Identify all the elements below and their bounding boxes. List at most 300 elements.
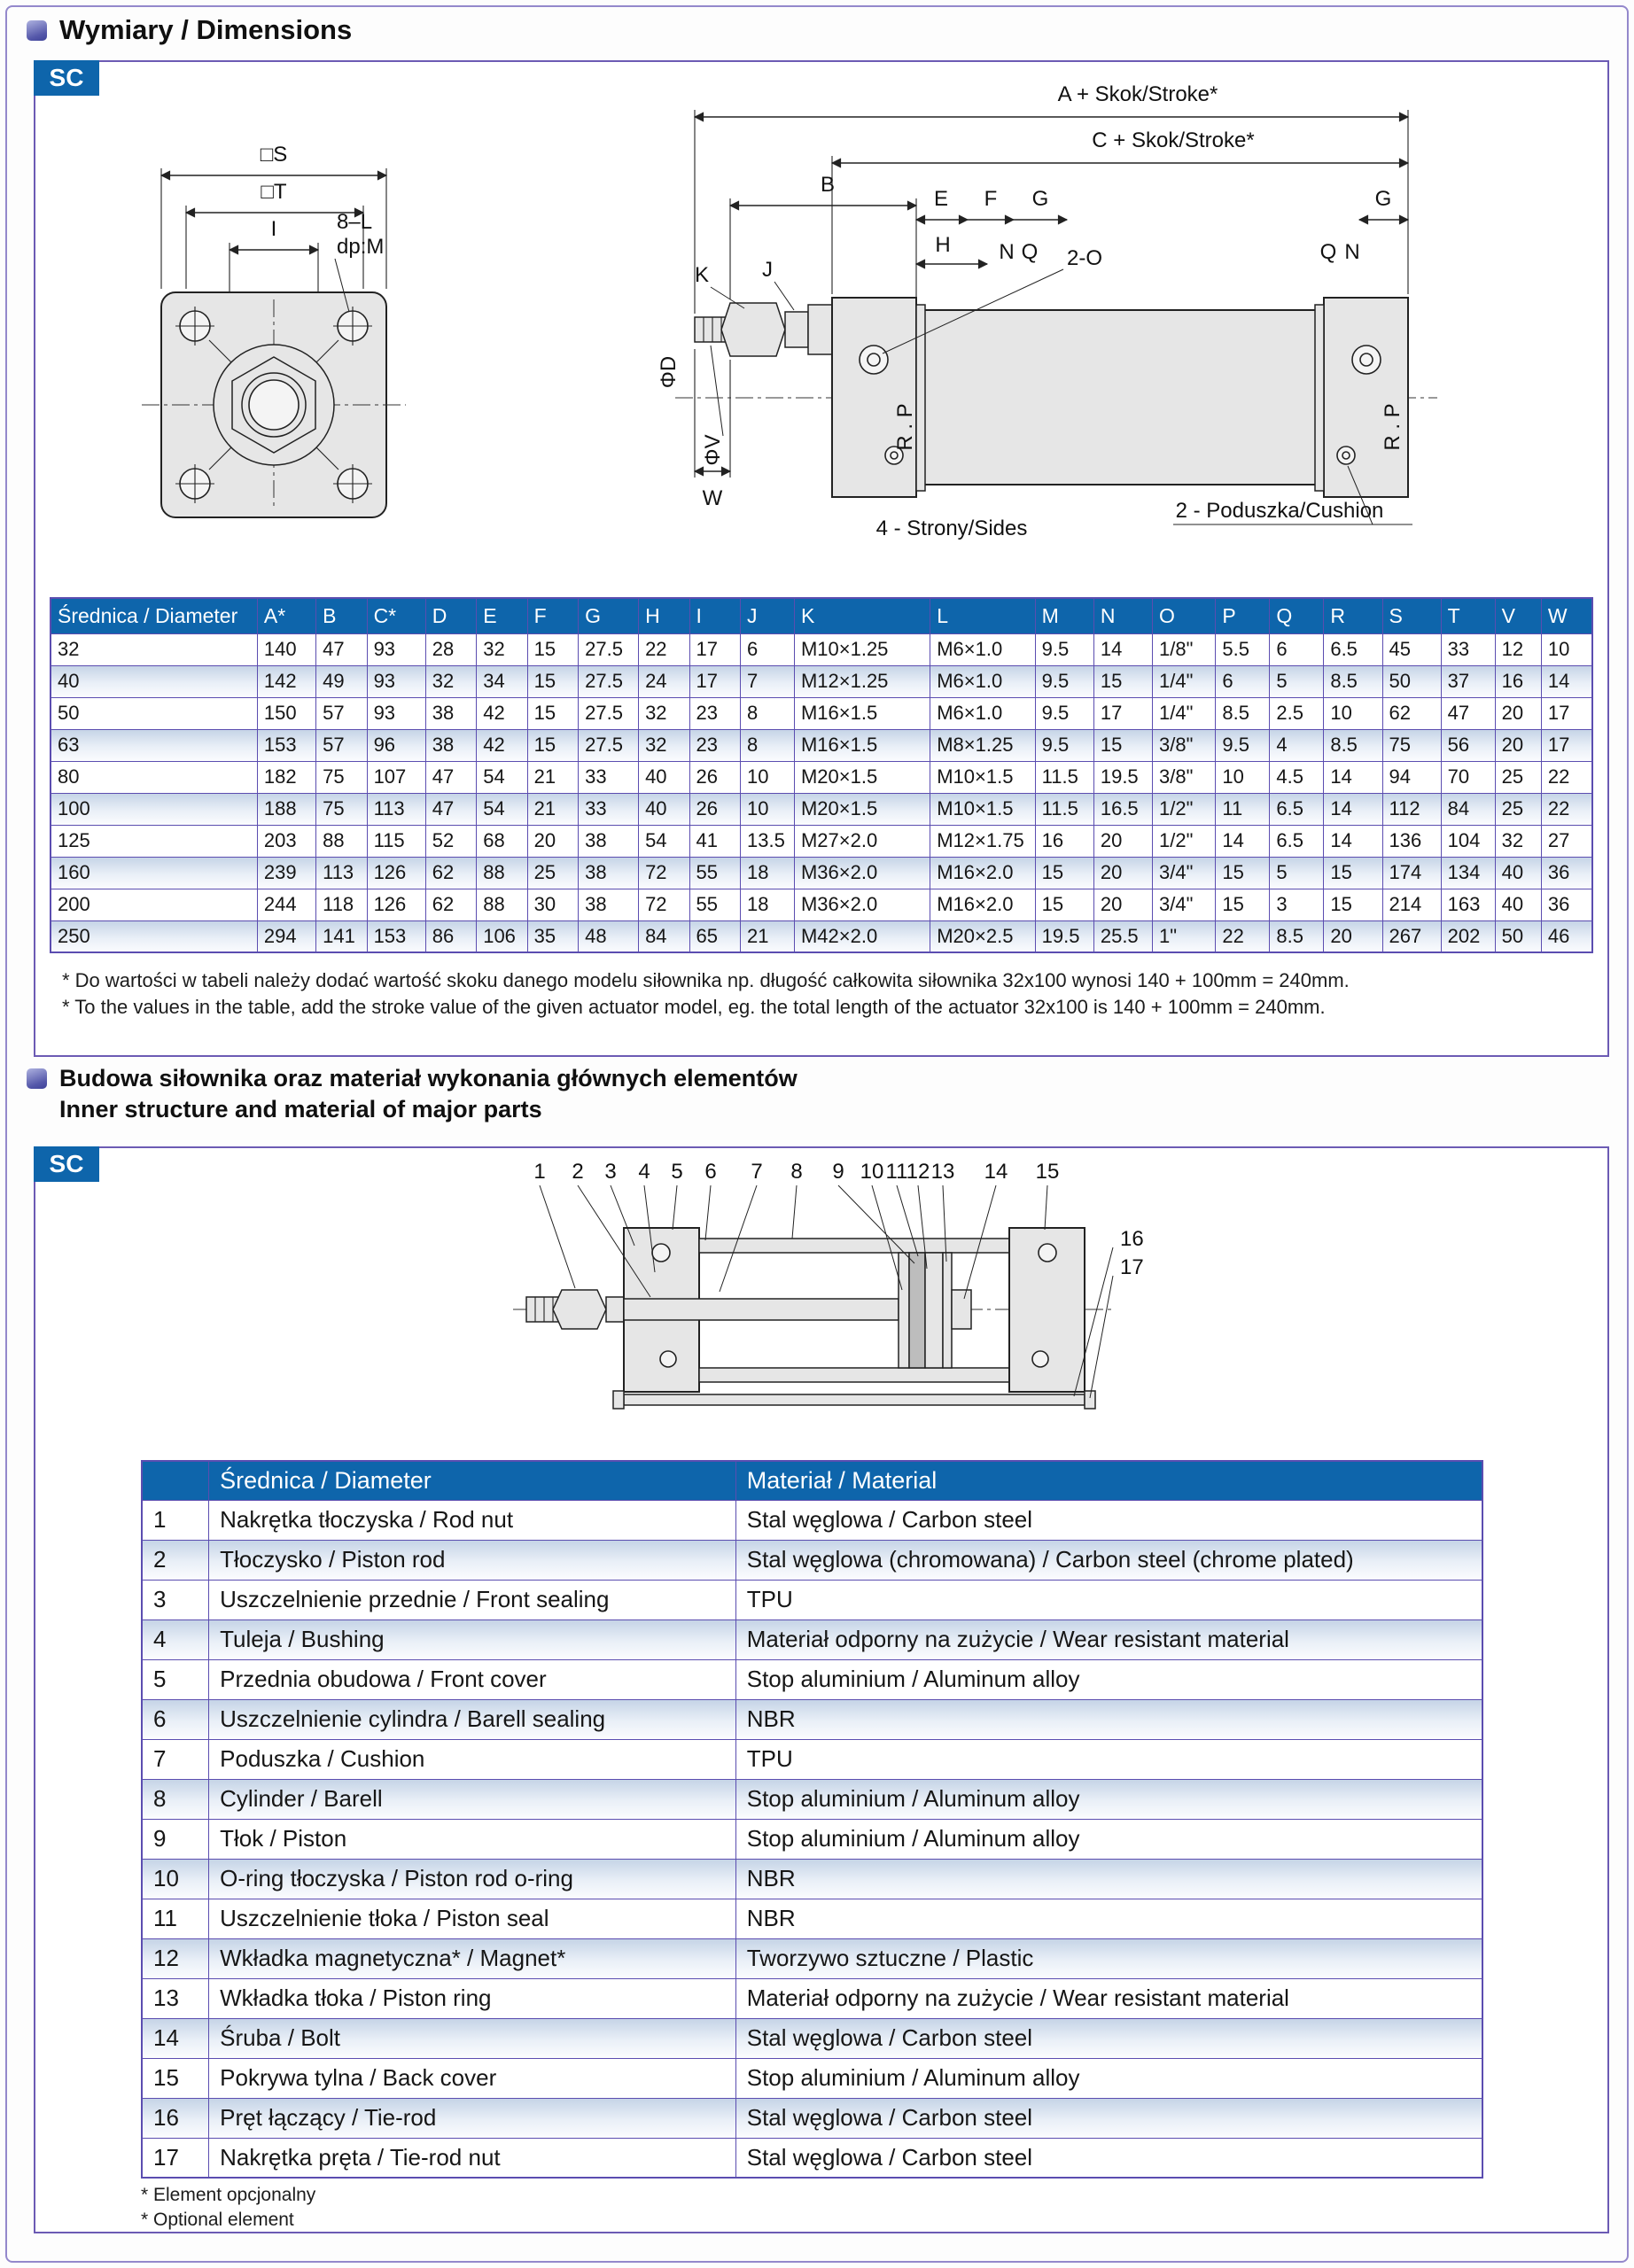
- dim-cell: 1": [1153, 920, 1216, 952]
- dim-cell: M20×1.5: [794, 793, 930, 825]
- parts-cell: 15: [142, 2058, 209, 2098]
- dim-table-row: [51, 697, 1592, 729]
- dim-cell: 6: [741, 633, 795, 665]
- dim-label-j: J: [762, 258, 773, 282]
- dim-col-header: J: [741, 598, 795, 633]
- dim-cell: 70: [1441, 761, 1495, 793]
- parts-cell: 14: [142, 2018, 209, 2058]
- dim-col-header: A*: [257, 598, 315, 633]
- dim-cell: 47: [316, 633, 367, 665]
- callout-16: 16: [1120, 1227, 1144, 1251]
- dim-label-q-right: Q: [1319, 240, 1337, 264]
- dim-cell: 25: [1495, 793, 1541, 825]
- dim-cell: 6: [1270, 633, 1324, 665]
- dim-cell: 15: [1324, 857, 1382, 889]
- dim-cell: 16: [1035, 825, 1093, 857]
- dim-cell: 250: [51, 920, 257, 952]
- parts-table-row: [142, 1859, 1482, 1899]
- dim-cell: 15: [1035, 857, 1093, 889]
- dim-label-c-stroke: C + Skok/Stroke*: [1092, 128, 1255, 152]
- cross-section-drawing: [500, 1157, 1226, 1458]
- dim-cell: 113: [367, 793, 425, 825]
- callout-13: 13: [930, 1160, 955, 1184]
- dim-cell: 65: [689, 920, 740, 952]
- dim-cell: 11: [1216, 793, 1270, 825]
- dim-cell: 188: [257, 793, 315, 825]
- parts-table-row: [142, 1978, 1482, 2018]
- series-badge: SC: [34, 60, 99, 96]
- dim-label-n-right: N: [1344, 240, 1360, 264]
- dim-cell: 17: [1541, 729, 1592, 761]
- dim-col-header: O: [1153, 598, 1216, 633]
- section2-title-en: Inner structure and material of major parts: [59, 1096, 542, 1122]
- dim-cell: 118: [316, 889, 367, 920]
- dim-cell: 11.5: [1035, 761, 1093, 793]
- callout-1: 1: [533, 1160, 546, 1184]
- dim-cell: 50: [1382, 665, 1441, 697]
- dim-cell: M10×1.25: [794, 633, 930, 665]
- dim-cell: 45: [1382, 633, 1441, 665]
- parts-cell: Stal węglowa / Carbon steel: [735, 1500, 1482, 1540]
- callout-2: 2: [572, 1160, 584, 1184]
- parts-cell: Uszczelnienie tłoka / Piston seal: [209, 1899, 736, 1938]
- dim-label-phi-d: ΦD: [657, 355, 681, 389]
- dim-col-header: F: [527, 598, 578, 633]
- parts-col-header: Materiał / Material: [735, 1461, 1482, 1500]
- dim-cell: 28: [425, 633, 476, 665]
- dim-cell: 25: [527, 857, 578, 889]
- dim-cell: 40: [51, 665, 257, 697]
- dim-cell: 214: [1382, 889, 1441, 920]
- dim-col-header: C*: [367, 598, 425, 633]
- dim-cell: 38: [425, 697, 476, 729]
- dim-cell: 4.5: [1270, 761, 1324, 793]
- dim-cell: 10: [1324, 697, 1382, 729]
- dim-cell: 125: [51, 825, 257, 857]
- dim-cell: 10: [741, 761, 795, 793]
- dim-cell: 1/2": [1153, 793, 1216, 825]
- dim-cell: 15: [1216, 889, 1270, 920]
- dim-cell: M42×2.0: [794, 920, 930, 952]
- dim-table-row: [51, 793, 1592, 825]
- dim-cell: 15: [527, 665, 578, 697]
- dim-cell: 6.5: [1270, 793, 1324, 825]
- section2-title-pl: Budowa siłownika oraz materiał wykonania głównych elementów: [59, 1065, 798, 1091]
- dim-cell: 32: [51, 633, 257, 665]
- dim-col-header: Q: [1270, 598, 1324, 633]
- callout-17: 17: [1120, 1255, 1144, 1279]
- dim-label-ports: 2-O: [1067, 246, 1103, 270]
- parts-cell: Materiał odporny na zużycie / Wear resistant material: [735, 1619, 1482, 1659]
- parts-cell: 16: [142, 2098, 209, 2138]
- dim-cell: 6.5: [1324, 633, 1382, 665]
- parts-cell: Nakrętka pręta / Tie-rod nut: [209, 2138, 736, 2178]
- dim-cell: 107: [367, 761, 425, 793]
- dim-label-square-s: □S: [260, 143, 288, 167]
- dim-cell: 1/4": [1153, 665, 1216, 697]
- parts-table-row: [142, 2058, 1482, 2098]
- parts-cell: Nakrętka tłoczyska / Rod nut: [209, 1500, 736, 1540]
- parts-cell: NBR: [735, 1899, 1482, 1938]
- dim-cell: 17: [1093, 697, 1152, 729]
- dim-cell: 22: [1216, 920, 1270, 952]
- dim-table-row: [51, 920, 1592, 952]
- dim-cell: 22: [1541, 793, 1592, 825]
- parts-cell: Poduszka / Cushion: [209, 1739, 736, 1779]
- dim-table-row: [51, 729, 1592, 761]
- dim-cell: 3/4": [1153, 857, 1216, 889]
- dim-cell: 33: [579, 793, 639, 825]
- parts-cell: Stal węglowa / Carbon steel: [735, 2018, 1482, 2058]
- dim-cell: 22: [1541, 761, 1592, 793]
- parts-cell: Uszczelnienie przednie / Front sealing: [209, 1580, 736, 1619]
- parts-cell: Przednia obudowa / Front cover: [209, 1659, 736, 1699]
- dim-cell: 40: [639, 793, 689, 825]
- callout-5: 5: [671, 1160, 683, 1184]
- dim-cell: 80: [51, 761, 257, 793]
- dim-cell: 15: [1035, 889, 1093, 920]
- parts-col-header: Średnica / Diameter: [209, 1461, 736, 1500]
- dim-cell: 32: [425, 665, 476, 697]
- dim-cell: 14: [1324, 761, 1382, 793]
- structure-panel: [34, 1146, 1609, 2233]
- dim-label-rp-back: R . P: [1381, 403, 1404, 451]
- parts-cell: 12: [142, 1938, 209, 1978]
- dim-cell: 72: [639, 857, 689, 889]
- structure-note-en: * Optional element: [141, 2210, 294, 2230]
- dim-cell: 93: [367, 697, 425, 729]
- dim-cell: 27.5: [579, 697, 639, 729]
- dim-cell: M6×1.0: [930, 697, 1035, 729]
- parts-cell: 8: [142, 1779, 209, 1819]
- dimensions-table: [50, 597, 1593, 953]
- parts-cell: Uszczelnienie cylindra / Barell sealing: [209, 1699, 736, 1739]
- dim-cell: 62: [1382, 697, 1441, 729]
- dim-cell: 38: [579, 889, 639, 920]
- dim-cell: 6: [1216, 665, 1270, 697]
- dimensions-panel: [34, 60, 1609, 1057]
- dim-cell: 20: [1093, 889, 1152, 920]
- dim-cell: 40: [639, 761, 689, 793]
- dim-cell: 47: [425, 761, 476, 793]
- dim-cell: M8×1.25: [930, 729, 1035, 761]
- dim-label-a-stroke: A + Skok/Stroke*: [1057, 82, 1218, 106]
- dim-cell: M6×1.0: [930, 633, 1035, 665]
- catalog-page: [5, 5, 1629, 2263]
- dim-cell: 50: [51, 697, 257, 729]
- dim-cell: 68: [477, 825, 527, 857]
- dim-cell: 9.5: [1035, 665, 1093, 697]
- parts-cell: 3: [142, 1580, 209, 1619]
- dim-cell: 1/2": [1153, 825, 1216, 857]
- dim-cell: 94: [1382, 761, 1441, 793]
- parts-cell: 4: [142, 1619, 209, 1659]
- dim-cell: M16×1.5: [794, 697, 930, 729]
- dim-cell: 10: [1216, 761, 1270, 793]
- dim-cell: 47: [1441, 697, 1495, 729]
- dim-cell: 32: [1495, 825, 1541, 857]
- parts-cell: Wkładka magnetyczna* / Magnet*: [209, 1938, 736, 1978]
- dim-cell: 5.5: [1216, 633, 1270, 665]
- parts-cell: 11: [142, 1899, 209, 1938]
- dim-cell: M20×1.5: [794, 761, 930, 793]
- dim-cell: 203: [257, 825, 315, 857]
- dim-cell: 21: [527, 793, 578, 825]
- dim-cell: 9.5: [1035, 729, 1093, 761]
- dim-cell: 8: [741, 729, 795, 761]
- dim-col-header: B: [316, 598, 367, 633]
- dim-cell: 33: [579, 761, 639, 793]
- dim-cell: 1/8": [1153, 633, 1216, 665]
- parts-cell: NBR: [735, 1699, 1482, 1739]
- parts-cell: TPU: [735, 1580, 1482, 1619]
- dim-cell: 3: [1270, 889, 1324, 920]
- dim-cell: 20: [527, 825, 578, 857]
- dim-col-header: N: [1093, 598, 1152, 633]
- dim-cell: 19.5: [1035, 920, 1093, 952]
- parts-cell: 1: [142, 1500, 209, 1540]
- dim-cell: 14: [1324, 825, 1382, 857]
- dim-cell: 17: [1541, 697, 1592, 729]
- structure-notes: [141, 2183, 315, 2233]
- dim-cell: 160: [51, 857, 257, 889]
- parts-cell: Stal węglowa / Carbon steel: [735, 2138, 1482, 2178]
- dim-cell: 13.5: [741, 825, 795, 857]
- dim-label-rp-front: R . P: [893, 403, 917, 451]
- dim-cell: 1/4": [1153, 697, 1216, 729]
- dim-cell: 18: [741, 857, 795, 889]
- dimension-notes: [62, 967, 1350, 1021]
- dim-cell: 134: [1441, 857, 1495, 889]
- dim-cell: 294: [257, 920, 315, 952]
- parts-cell: Tłoczysko / Piston rod: [209, 1540, 736, 1580]
- dim-label-h: H: [935, 233, 951, 257]
- callout-9: 9: [832, 1160, 844, 1184]
- dim-label-q-left: Q: [1021, 240, 1039, 264]
- dim-col-header: K: [794, 598, 930, 633]
- dim-cell: 15: [527, 633, 578, 665]
- dim-cell: 202: [1441, 920, 1495, 952]
- dim-cell: 54: [639, 825, 689, 857]
- dim-cell: 25.5: [1093, 920, 1152, 952]
- dim-col-header: M: [1035, 598, 1093, 633]
- parts-table-row: [142, 1619, 1482, 1659]
- dim-cell: 113: [316, 857, 367, 889]
- dim-cell: 2.5: [1270, 697, 1324, 729]
- dim-cell: 75: [316, 761, 367, 793]
- dim-cell: 4: [1270, 729, 1324, 761]
- dim-cell: 33: [1441, 633, 1495, 665]
- dim-cell: M10×1.5: [930, 761, 1035, 793]
- dim-col-header: P: [1216, 598, 1270, 633]
- dim-cell: 112: [1382, 793, 1441, 825]
- dim-cell: 88: [477, 889, 527, 920]
- dim-cell: 34: [477, 665, 527, 697]
- dim-cell: 40: [1495, 889, 1541, 920]
- page-title: Wymiary / Dimensions: [59, 14, 353, 45]
- parts-table-row: [142, 1899, 1482, 1938]
- dim-cell: 40: [1495, 857, 1541, 889]
- dim-label-b: B: [820, 173, 836, 197]
- dimensions-table-header-row: [51, 598, 1592, 633]
- dim-cell: 36: [1541, 857, 1592, 889]
- dim-cell: 8.5: [1216, 697, 1270, 729]
- dim-cell: M10×1.5: [930, 793, 1035, 825]
- dim-cell: 37: [1441, 665, 1495, 697]
- dim-cell: 57: [316, 729, 367, 761]
- parts-cell: 7: [142, 1739, 209, 1779]
- dim-cell: 23: [689, 697, 740, 729]
- parts-table-row: [142, 2138, 1482, 2178]
- parts-cell: 13: [142, 1978, 209, 2018]
- dim-cell: 17: [689, 665, 740, 697]
- parts-cell: TPU: [735, 1739, 1482, 1779]
- dim-col-header: Średnica / Diameter: [51, 598, 257, 633]
- parts-cell: Materiał odporny na zużycie / Wear resistant material: [735, 1978, 1482, 2018]
- dim-cell: 57: [316, 697, 367, 729]
- dimension-note-pl: * Do wartości w tabeli należy dodać wartość skoku danego modelu siłownika np. długość całkowita siłownika 32x100 wynosi 140 + 100mm = 240mm.: [62, 969, 1350, 991]
- dim-label-f: F: [984, 187, 998, 211]
- dim-cell: 54: [477, 793, 527, 825]
- callout-12: 12: [906, 1160, 930, 1184]
- dim-cell: M27×2.0: [794, 825, 930, 857]
- dim-cell: 15: [1216, 857, 1270, 889]
- parts-table-row: [142, 1779, 1482, 1819]
- dim-cell: 153: [257, 729, 315, 761]
- dim-col-header: I: [689, 598, 740, 633]
- dim-cell: 30: [527, 889, 578, 920]
- dim-cell: 84: [639, 920, 689, 952]
- dim-cell: 88: [316, 825, 367, 857]
- dim-cell: 41: [689, 825, 740, 857]
- dim-cell: 14: [1093, 633, 1152, 665]
- dim-col-header: D: [425, 598, 476, 633]
- dim-cell: 100: [51, 793, 257, 825]
- dim-cell: 20: [1324, 920, 1382, 952]
- front-flange-shape: [142, 292, 406, 517]
- parts-table-row: [142, 1500, 1482, 1540]
- dim-label-k: K: [694, 263, 710, 287]
- dim-cell: 20: [1093, 825, 1152, 857]
- dim-table-row: [51, 889, 1592, 920]
- parts-cell: Pręt łączący / Tie-rod: [209, 2098, 736, 2138]
- dim-cell: 142: [257, 665, 315, 697]
- section-bullet-icon: [27, 20, 47, 41]
- series-badge: SC: [34, 1146, 99, 1182]
- note-label-cushion: 2 - Poduszka/Cushion: [1175, 499, 1384, 523]
- dim-cell: 38: [425, 729, 476, 761]
- dim-label-e: E: [933, 187, 949, 211]
- dim-cell: 26: [689, 761, 740, 793]
- dim-cell: 15: [527, 729, 578, 761]
- parts-cell: Stal węglowa / Carbon steel: [735, 2098, 1482, 2138]
- dim-cell: 72: [639, 889, 689, 920]
- parts-table-row: [142, 1540, 1482, 1580]
- dim-table-row: [51, 825, 1592, 857]
- dim-cell: 38: [579, 825, 639, 857]
- dim-cell: 55: [689, 857, 740, 889]
- dim-cell: 75: [316, 793, 367, 825]
- dim-cell: 86: [425, 920, 476, 952]
- parts-cell: 6: [142, 1699, 209, 1739]
- dim-cell: 126: [367, 857, 425, 889]
- callout-6: 6: [704, 1160, 717, 1184]
- dim-cell: 3/8": [1153, 729, 1216, 761]
- dim-cell: 55: [689, 889, 740, 920]
- dim-cell: 19.5: [1093, 761, 1152, 793]
- callout-15: 15: [1035, 1160, 1060, 1184]
- dim-cell: 12: [1495, 633, 1541, 665]
- dim-cell: 15: [1093, 665, 1152, 697]
- callout-14: 14: [984, 1160, 1008, 1184]
- dim-label-dp: dp:M: [337, 235, 385, 259]
- dim-cell: 239: [257, 857, 315, 889]
- dim-cell: 25: [1495, 761, 1541, 793]
- dim-label-phi-v: ΦV: [701, 434, 725, 466]
- parts-cell: Stop aluminium / Aluminum alloy: [735, 1819, 1482, 1859]
- dim-cell: 7: [741, 665, 795, 697]
- callout-11: 11: [885, 1160, 908, 1184]
- dim-cell: 3/8": [1153, 761, 1216, 793]
- dim-cell: M12×1.25: [794, 665, 930, 697]
- parts-cell: 9: [142, 1819, 209, 1859]
- parts-cell: 2: [142, 1540, 209, 1580]
- dim-cell: 21: [741, 920, 795, 952]
- parts-cell: Tłok / Piston: [209, 1819, 736, 1859]
- dim-cell: 38: [579, 857, 639, 889]
- parts-table-row: [142, 1580, 1482, 1619]
- front-view-drawing: [136, 142, 411, 558]
- dim-cell: 18: [741, 889, 795, 920]
- dimension-note-en: * To the values in the table, add the stroke value of the given actuator model, eg. the total length of the actuator 32x100 is 140 + 100mm = 240mm.: [62, 996, 1326, 1018]
- dim-cell: 9.5: [1035, 697, 1093, 729]
- dim-cell: 35: [527, 920, 578, 952]
- dim-cell: 50: [1495, 920, 1541, 952]
- dim-cell: 14: [1541, 665, 1592, 697]
- parts-cell: Stop aluminium / Aluminum alloy: [735, 1659, 1482, 1699]
- parts-table-header-row: [142, 1461, 1482, 1500]
- parts-cell: Wkładka tłoka / Piston ring: [209, 1978, 736, 2018]
- dim-cell: 27.5: [579, 665, 639, 697]
- dim-cell: 27: [1541, 825, 1592, 857]
- dim-cell: 174: [1382, 857, 1441, 889]
- dim-label-g-right: G: [1374, 187, 1392, 211]
- parts-cell: Śruba / Bolt: [209, 2018, 736, 2058]
- dim-cell: 26: [689, 793, 740, 825]
- dim-cell: 115: [367, 825, 425, 857]
- parts-table-row: [142, 1819, 1482, 1859]
- parts-cell: NBR: [735, 1859, 1482, 1899]
- dim-cell: 93: [367, 665, 425, 697]
- dim-cell: 16.5: [1093, 793, 1152, 825]
- parts-cell: O-ring tłoczyska / Piston rod o-ring: [209, 1859, 736, 1899]
- dim-cell: 6.5: [1270, 825, 1324, 857]
- dim-cell: 10: [741, 793, 795, 825]
- dim-cell: 8.5: [1270, 920, 1324, 952]
- dim-table-row: [51, 665, 1592, 697]
- callout-8: 8: [790, 1160, 803, 1184]
- dim-cell: 9.5: [1216, 729, 1270, 761]
- note-label-sides: 4 - Strony/Sides: [875, 517, 1028, 540]
- dim-cell: 20: [1495, 697, 1541, 729]
- dim-cell: 8.5: [1324, 665, 1382, 697]
- callout-4: 4: [638, 1160, 650, 1184]
- dim-cell: 27.5: [579, 729, 639, 761]
- dim-cell: 244: [257, 889, 315, 920]
- dim-cell: 52: [425, 825, 476, 857]
- dim-cell: 22: [639, 633, 689, 665]
- dim-cell: 126: [367, 889, 425, 920]
